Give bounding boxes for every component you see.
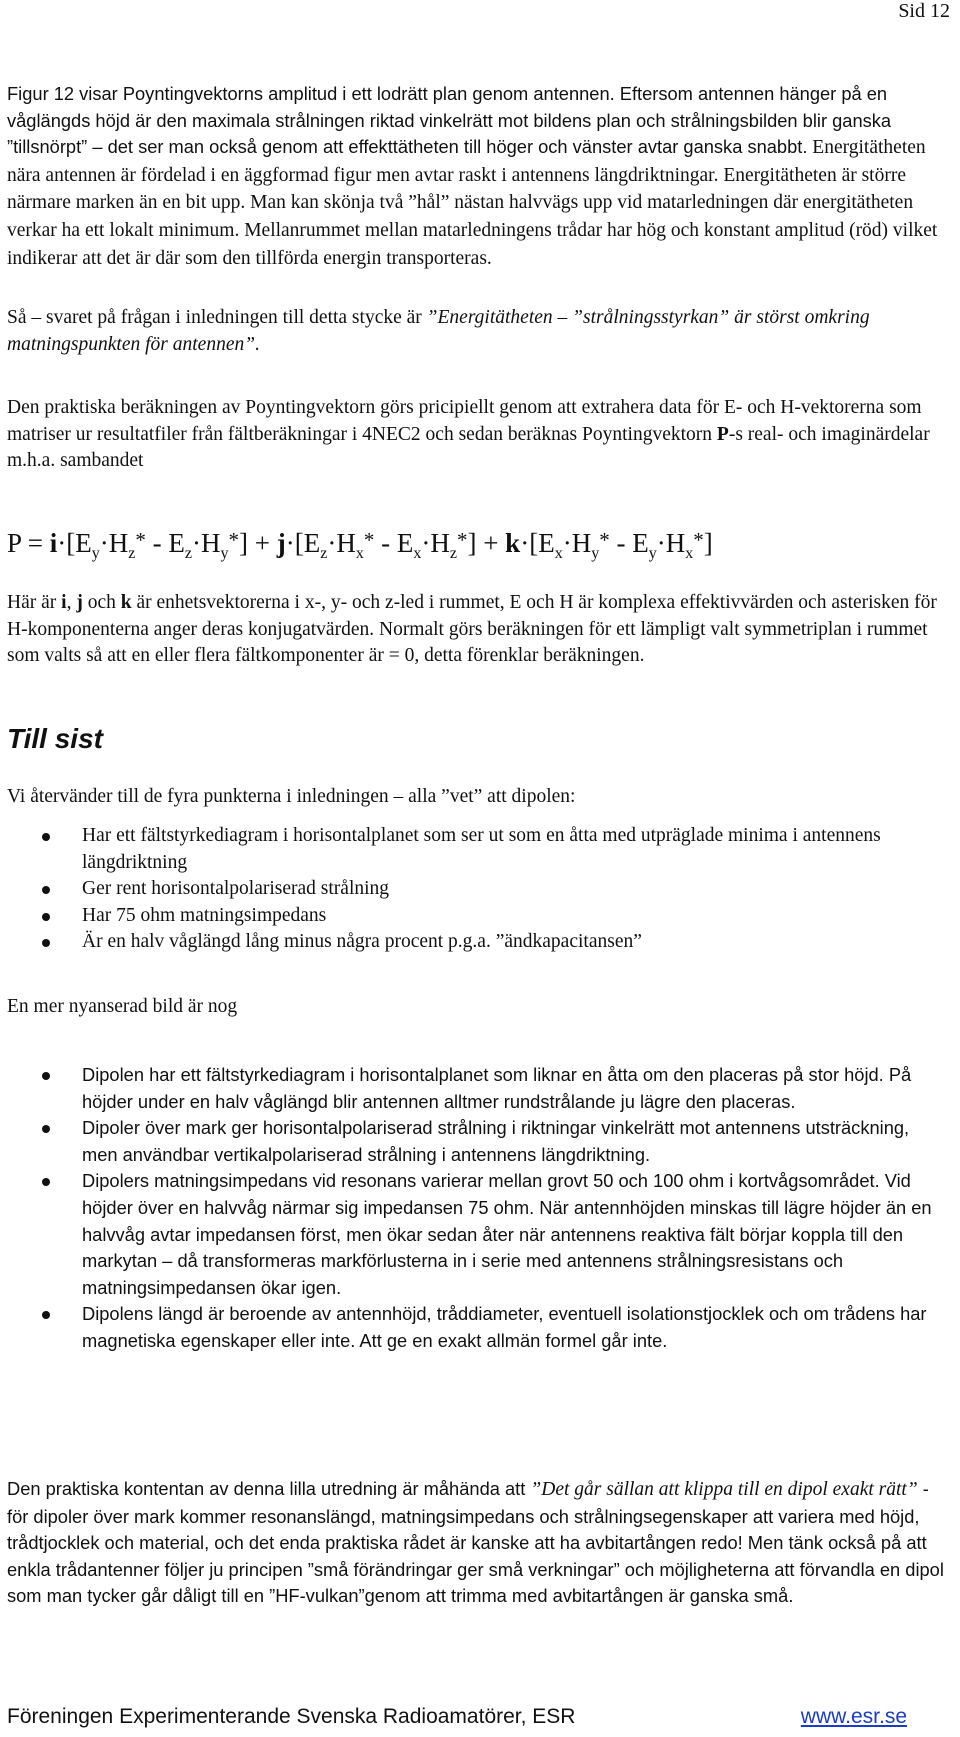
answer-italic: ”Energitätheten – ”strålningsstyrkan” är störst omkring matningspunkten för antennen”. [7,307,870,355]
formula-h: H [665,528,686,558]
expl-text-a: Här är [7,592,62,613]
formula-h: H [430,528,450,558]
formula-minus: - [374,528,397,558]
formula-dot: · [421,528,431,558]
list-item: Ger rent horisontalpolariserad strålning [0,876,960,903]
formula-sub: y [591,545,600,562]
formula-dot: · [285,528,295,558]
formula-star: * [228,528,239,552]
formula-h: H [200,528,221,558]
expl-och: och [82,592,121,613]
formula-sub: y [220,545,229,562]
formula-star: * [363,528,375,552]
formula-dot: · [562,528,572,558]
paragraph-conclusion [7,1476,947,1610]
paragraph-figure-description [7,81,947,272]
formula-e: E [632,528,649,558]
figure-text-d: Mellanrummet mellan matarledningens trådar har hög och konstant amplitud (röd) vilket indikerar att det är där som den tillförda energin transporteras. [7,219,938,269]
figure-text-c: Man kan skönja två ”hål” nästan halvvägs upp vid matarledningen där energitätheten verkar ha ett lokalt minimum. [7,192,914,241]
expl-text-b: är enhetsvektorerna i x-, y- och z-led i rummet, E och H är komplexa effektivvärden och asterisken för H-komponenterna anger deras konjugatvärden. Normalt görs beräkningen för ett lämpligt valt symmetriplan i rummet som valts så att en eller flera fältkomponenter är = 0, detta förenklar beräkningen. [7,592,937,667]
expl-bold-k: k [120,592,132,613]
conclusion-text-b: - för dipoler över mark kommer resonanslängd, matningsimpedans och strålningsegenskaper att variera med höjd, trådtjocklek och material, och det enda praktiska rådet är kanske att ha avbitartången redo! Men tänk också på att enkla trådantenner följer ju principen ”små förändringar ger små verkningar” och möjligheterna att förvandla en dipol som man tycker går dåligt till en ”HF-vulkan”genom att trimma med avbitartången är ganska små. [7,1478,944,1607]
formula-plus: + [476,528,506,558]
formula-sub: x [413,545,422,562]
calc-bold-p: P [716,423,729,445]
formula-j: j [276,528,286,558]
formula-bracket: [ [529,528,539,558]
formula-star: * [456,528,468,552]
footer-website-link[interactable]: www.esr.se [800,1705,907,1728]
formula-e: E [538,528,555,558]
list-item: Dipoler över mark ger horisontalpolariserad strålning i riktningar vinkelrätt mot antennens utsträckning, men användbar vertikalpolariserad strålning i antennens längdriktning. [0,1115,950,1168]
conclusion-italic: ”Det går sällan att klippa till en dipol exakt rätt” [530,1479,918,1500]
figure-text-a: Figur 12 visar Poyntingvektorns amplitud i ett lodrätt plan genom antennen. Eftersom antennen hänger på en våglängds höjd är den maximala strålningen riktad vinkelrätt mot bildens plan och strålningsbilden blir ganska ”tillsnörpt” – det ser man också genom att effekttätheten till höger och vänster avtar ganska snabbt. [7,83,892,158]
common-beliefs-list [0,823,960,956]
conclusion-text-a: Den praktiska kontentan av denna lilla utredning är måhända att [7,1478,531,1499]
formula-star: * [599,528,610,552]
page-number: Sid 12 [898,0,950,22]
poynting-formula [7,528,713,562]
formula-dot: · [656,528,666,558]
formula-star: * [135,528,146,552]
formula-plus: + [247,528,277,558]
paragraph-calculation [7,395,947,475]
formula-sub: z [184,545,192,562]
answer-text: Så – svaret på frågan i inledningen till detta stycke är [7,307,427,328]
calc-text-b: -s real- och imaginärdelar m.h.a. sambandet [7,423,930,472]
formula-sub: x [685,545,694,562]
formula-dot: · [99,528,109,558]
expl-comma: , [66,592,77,613]
formula-sub: y [648,545,657,562]
formula-sub: x [554,545,563,562]
nuanced-list [0,1062,950,1355]
list-item: Dipolers matningsimpedans vid resonans varierar mellan grovt 50 och 100 ohm i kortvågsområdet. Vid höjder över en halvvåg närmar sig impedansen 75 ohm. När antennhöjden minskas till lägre höjder än en halvvåg avtar impedansen först, men ökar sedan åter när antennens reaktiva fält börjar koppla till den markytan – då transformeras markförlusterna in i serie med antennens strålningsresistans och matningsimpedansen ökar igen. [0,1168,950,1301]
formula-k: k [505,528,521,558]
formula-dot: · [327,528,337,558]
formula-bracket: ] [467,528,477,558]
formula-dot: · [191,528,201,558]
formula-h: H [108,528,129,558]
formula-minus: - [145,528,169,558]
formula-e: E [303,528,321,558]
list-item: Dipolens längd är beroende av antennhöjd, tråddiameter, eventuell isolationstjocklek och om trådens har magnetiska egenskaper eller inte. Att ge en exakt allmän formel går inte. [0,1301,950,1354]
formula-sub: x [355,545,364,562]
formula-bracket: ] [238,528,248,558]
formula-e: E [75,528,92,558]
paragraph-intro-list: Vi återvänder till de fyra punkterna i inledningen – alla ”vet” att dipolen: [7,786,576,807]
list-item: Är en halv våglängd lång minus några procent p.g.a. ”ändkapacitansen” [0,929,960,956]
paragraph-vector-explanation [7,590,947,670]
formula-dot: · [57,528,67,558]
formula-sub: y [91,545,100,562]
figure-text-b: Energitätheten nära antennen är fördelad i en äggformad figur men avtar raskt i antennens längdriktningar. Energitätheten är större närmare marken än en bit upp. [7,137,926,214]
formula-bracket: ] [703,528,713,558]
list-item: Dipolen har ett fältstyrkediagram i horisontalplanet som liknar en åtta om den placeras på stor höjd. På höjder under en halv våglängd blir antennen alltmer rundstrålande ju lägre den placeras. [0,1062,950,1115]
formula-dot: · [520,528,530,558]
formula-star: * [693,528,704,552]
expl-bold-j: j [76,592,83,613]
calc-text-a: Den praktiska beräkningen av Poyntingvektorn görs pricipiellt genom att extrahera data för E- och H-vektorerna som matriser ur resultatfiler från fältberäkningar i 4NEC2 och sedan beräknas Poyntingvektorn [7,397,922,445]
formula-sub: z [449,545,457,562]
list-item: Har 75 ohm matningsimpedans [0,903,960,930]
formula-i: i [49,528,58,558]
formula-minus: - [609,528,633,558]
footer-organization: Föreningen Experimenterande Svenska Radioamatörer, ESR [7,1705,576,1728]
formula-bracket: [ [66,528,76,558]
formula-bracket: [ [294,528,304,558]
list-item: Har ett fältstyrkediagram i horisontalplanet som ser ut som en åtta med utpräglade minima i antennens längdriktning [0,823,960,876]
formula-sub: z [128,545,136,562]
expl-bold-i: i [61,592,67,613]
formula-h: H [571,528,592,558]
formula-sub: z [320,545,328,562]
paragraph-answer [7,305,947,358]
formula-h: H [336,528,356,558]
formula-p: P [7,528,22,558]
section-heading: Till sist [7,723,103,754]
formula-e: E [168,528,185,558]
formula-eq: = [21,528,50,558]
paragraph-nuanced: En mer nyanserad bild är nog [7,996,238,1017]
page-footer [7,1705,907,1729]
formula-e: E [396,528,414,558]
